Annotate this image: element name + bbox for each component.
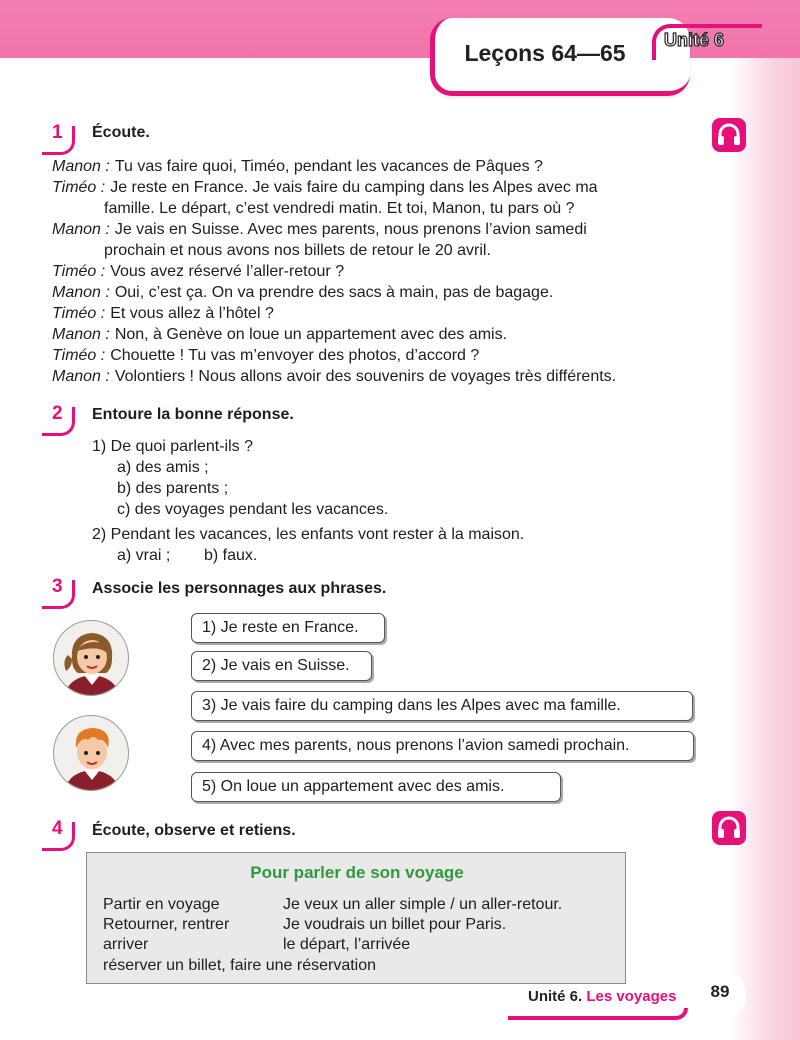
side-decor-band (730, 0, 800, 1040)
dialogue-line: Manon : Volontiers ! Nous allons avoir des souvenirs de voyages très différents. (52, 368, 617, 385)
footer-unit: Unité 6. (528, 988, 583, 1005)
dialogue-line: Timéo : Et vous allez à l’hôtel ? (52, 305, 274, 322)
vocab-right: le départ, l’arrivée (283, 936, 411, 953)
vocab-left: arriver (103, 936, 149, 953)
phrase-card-2[interactable]: 2) Je vais en Suisse. (191, 651, 372, 681)
unit-badge: Unité 6 (664, 30, 725, 50)
exercise-4-title: Écoute, observe et retiens. (92, 822, 296, 839)
headphones-icon[interactable] (712, 811, 746, 845)
vocab-right: Je voudrais un billet pour Paris. (283, 916, 507, 933)
vocab-left: Partir en voyage (103, 896, 220, 913)
dialogue (52, 156, 692, 387)
dialogue-line: Manon : Tu vas faire quoi, Timéo, pendant les vacances de Pâques ? (52, 158, 543, 175)
lesson-title: Leçons 64—65 (464, 40, 626, 66)
phrase-card-3[interactable]: 3) Je vais faire du camping dans les Alpes avec ma famille. (191, 691, 693, 721)
dialogue-line: Timéo : Je reste en France. Je vais faire du camping dans les Alpes avec ma (52, 179, 598, 196)
question-2: 2) Pendant les vacances, les enfants vont rester à la maison. (92, 526, 525, 543)
page-number: 89 (694, 972, 746, 1018)
phrase-card-4[interactable]: 4) Avec mes parents, nous prenons l’avion samedi prochain. (191, 731, 694, 761)
dialogue-line: Timéo : Chouette ! Tu vas m’envoyer des photos, d’accord ? (52, 347, 480, 364)
exercise-2-title: Entoure la bonne réponse. (92, 406, 294, 423)
vocabulary-box (86, 852, 626, 984)
answer-option[interactable]: c) des voyages pendant les vacances. (117, 501, 389, 518)
page-footer (508, 986, 698, 1016)
answer-option[interactable]: a) vrai ; (117, 547, 171, 564)
dialogue-continuation: famille. Le départ, c’est vendredi matin. Et toi, Manon, tu pars où ? (104, 200, 575, 217)
boy-avatar[interactable] (53, 715, 129, 791)
exercise-3-number: 3 (40, 576, 80, 606)
exercise-1-number: 1 (40, 122, 80, 152)
exercise-4-number: 4 (40, 818, 80, 848)
footer-topic: Les voyages (586, 988, 677, 1005)
girl-avatar[interactable] (53, 620, 129, 696)
vocab-last-line: réserver un billet, faire une réservation (103, 957, 377, 974)
headphones-icon[interactable] (712, 118, 746, 152)
dialogue-continuation: prochain et nous avons nos billets de retour le 20 avril. (104, 242, 491, 259)
exercise-1-title: Écoute. (92, 124, 150, 141)
answer-option[interactable]: b) faux. (204, 547, 258, 564)
dialogue-line: Manon : Oui, c’est ça. On va prendre des sacs à main, pas de bagage. (52, 284, 554, 301)
question-1: 1) De quoi parlent-ils ? (92, 438, 253, 455)
footer-underline (508, 1008, 688, 1020)
vocabulary-box-title: Pour parler de son voyage (250, 863, 464, 882)
vocab-right: Je veux un aller simple / un aller-retour. (283, 896, 563, 913)
phrase-card-5[interactable]: 5) On loue un appartement avec des amis. (191, 772, 561, 802)
answer-option[interactable]: a) des amis ; (117, 459, 209, 476)
dialogue-line: Manon : Non, à Genève on loue un appartement avec des amis. (52, 326, 508, 343)
answer-option[interactable]: b) des parents ; (117, 480, 229, 497)
vocab-left: Retourner, rentrer (103, 916, 230, 933)
dialogue-line: Manon : Je vais en Suisse. Avec mes parents, nous prenons l’avion samedi (52, 221, 587, 238)
dialogue-line: Timéo : Vous avez réservé l’aller-retour ? (52, 263, 345, 280)
exercise-3-title: Associe les personnages aux phrases. (92, 580, 387, 597)
phrase-card-1[interactable]: 1) Je reste en France. (191, 613, 385, 643)
exercise-2-number: 2 (40, 403, 80, 433)
